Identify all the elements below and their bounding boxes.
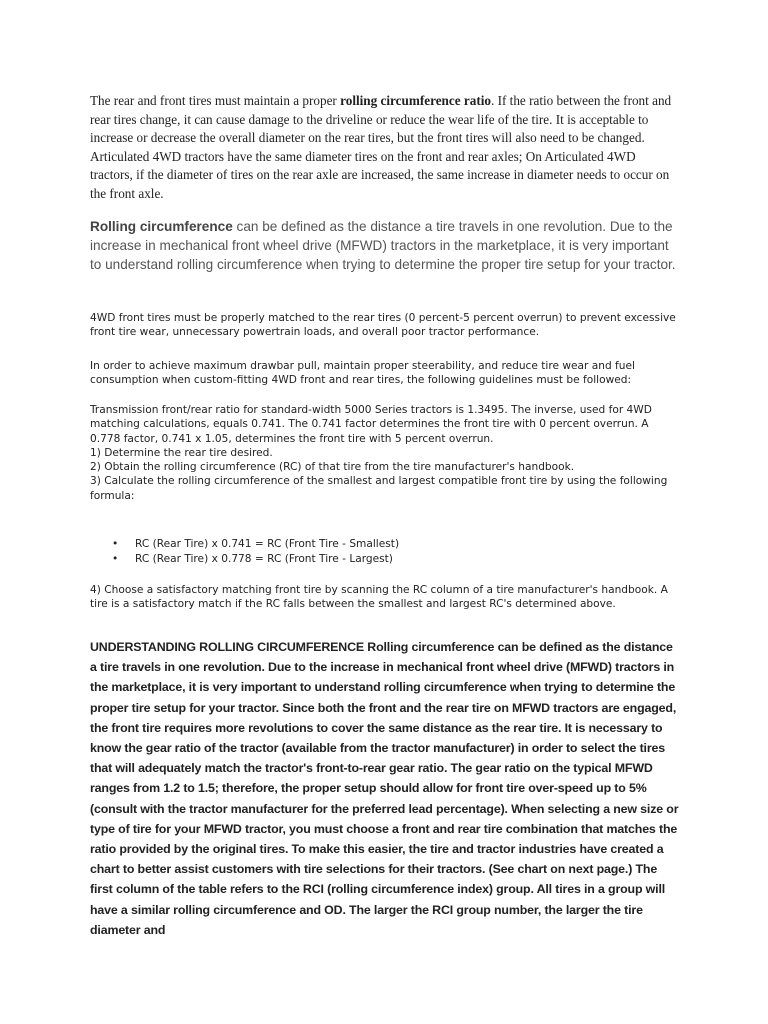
text-span: can be defined as the distance a tire travels in one revolution. Due to the increase in mechanical front wheel drive (MFWD) tractors in the marketplace, it is very important to understand rolling circumference when trying to determine the proper tire setup for your tractor. (90, 219, 676, 273)
formula-item (112, 537, 399, 552)
paragraph-ratio-steps (90, 403, 680, 503)
text-span: The rear and front tires must maintain a proper (90, 93, 341, 108)
paragraph-rolling-definition (90, 217, 682, 275)
text-span: . If the ratio between the front and rear tires change, it can cause damage to the driveline or reduce the wear life of the tire. It is acceptable to increase or decrease the overall diameter on the rear tires, but the front tires will also need to be changed. Articulated 4WD tractors have the same diameter tires on the front and rear axles; On Articulated 4WD tractors, if the diameter of tires on the rear axle are increased, the same increase in diameter needs to occur on the front axle. (90, 93, 672, 201)
ratio-intro: Transmission front/rear ratio for standard-width 5000 Series tractors is 1.3495. The inverse, used for 4WD matching calculations, equals 0.741. The 0.741 factor determines the front tire with 0 percent overrun. A 0.778 factor, 0.741 x 1.05, determines the front tire with 5 percent overrun. (90, 404, 652, 445)
paragraph-guidelines-intro: In order to achieve maximum drawbar pull, maintain proper steerability, and reduce tire wear and fuel consumption when custom-fitting 4WD front and rear tires, the following guidelines must be followed: (90, 360, 635, 387)
bold-term: Rolling circumference (90, 219, 233, 234)
step-1: 1) Determine the rear tire desired. (90, 446, 273, 459)
bold-term: rolling circumference ratio (340, 93, 491, 108)
formula-text: RC (Rear Tire) x 0.778 = RC (Front Tire - Largest) (135, 552, 393, 565)
paragraph-rolling-ratio (90, 92, 680, 204)
formula-text: RC (Rear Tire) x 0.741 = RC (Front Tire - Smallest) (135, 538, 400, 550)
paragraph-understanding-rolling-circumference: UNDERSTANDING ROLLING CIRCUMFERENCE Rolling circumference can be defined as the distance a tire travels in one revolution. Due to the increase in mechanical front wheel drive (MFWD) tractors in the marketplace, it is very important to understand rolling circumference when trying to determine the proper tire setup for your tractor. Since both the front and the rear tire on MFWD tractors are engaged, the front tire requires more revolutions to cover the same distance as the rear tire. It is necessary to know the gear ratio of the tractor (available from the tractor manufacturer) in order to select the tires that will adequately match the tractor's front-to-rear gear ratio. The gear ratio on the typical MFWD ranges from 1.2 to 1.5; therefore, the proper setup should allow for front tire over-speed up to 5% (consult with the tractor manufacturer for the preferred lead percentage). When selecting a new size or type of tire for your MFWD tractor, you must choose a front and rear tire combination that matches the ratio provided by the original tires. To make this easier, the tire and tractor industries have created a chart to better assist customers with tire selections for their tractors. (See chart on next page.) The first column of the table refers to the RCI (rolling circumference index) group. All tires in a group will have a similar rolling circumference and OD. The larger the RCI group number, the larger the tire diameter and (90, 640, 679, 937)
bullet-icon: • (112, 552, 119, 565)
paragraph-step-4: 4) Choose a satisfactory matching front tire by scanning the RC column of a tire manufacturer's handbook. A tire is a satisfactory match if the RC falls between the smallest and largest RC's determined above. (90, 584, 668, 611)
step-3: 3) Calculate the rolling circumference of the smallest and largest compatible front tire by using the following formula: (90, 475, 668, 502)
paragraph-4wd-matching: 4WD front tires must be properly matched to the rear tires (0 percent-5 percent overrun) to prevent excessive front tire wear, unnecessary powertrain loads, and overall poor tractor performance. (90, 312, 676, 339)
formula-list (112, 537, 399, 567)
step-2: 2) Obtain the rolling circumference (RC) of that tire from the tire manufacturer's handbook. (90, 461, 575, 474)
bullet-icon: • (112, 538, 119, 550)
formula-item (112, 552, 399, 567)
